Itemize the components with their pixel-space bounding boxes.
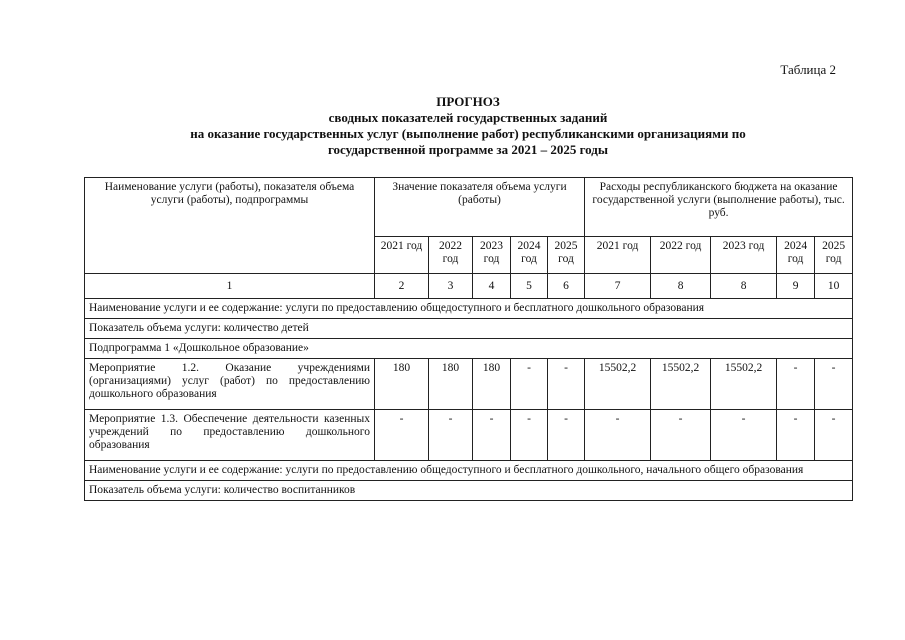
table-row	[85, 461, 853, 481]
table-label: Таблица 2	[780, 62, 836, 77]
title-line-1: ПРОГНОЗ	[436, 94, 500, 109]
header-year-cell: 2023 год	[711, 237, 777, 274]
value-cell: -	[711, 410, 777, 461]
header-name-column: Наименование услуги (работы), показателя объема услуги (работы), подпрограммы	[85, 178, 375, 274]
value-cell: 180	[473, 359, 511, 410]
forecast-table	[84, 177, 853, 501]
value-cell: 15502,2	[711, 359, 777, 410]
value-cell: 15502,2	[651, 359, 711, 410]
value-cell: -	[548, 359, 585, 410]
value-cell: -	[815, 359, 853, 410]
header-row	[85, 178, 853, 237]
value-cell: 15502,2	[585, 359, 651, 410]
value-cell: 180	[375, 359, 429, 410]
column-number: 8	[711, 274, 777, 299]
column-number: 9	[777, 274, 815, 299]
title-line-3: на оказание государственных услуг (выполнение работ) республиканскими организациями по	[190, 126, 746, 141]
indicator-row: Показатель объема услуги: количество воспитанников	[85, 481, 853, 501]
column-number: 4	[473, 274, 511, 299]
title-line-2: сводных показателей государственных заданий	[328, 110, 608, 125]
table-row	[85, 299, 853, 319]
value-cell: -	[473, 410, 511, 461]
service-name-row: Наименование услуги и ее содержание: услуги по предоставлению общедоступного и бесплатного дошкольного образования	[85, 299, 853, 319]
header-year-cell: 2025 год	[815, 237, 853, 274]
table-row	[85, 319, 853, 339]
value-cell: -	[511, 410, 548, 461]
document-title	[84, 94, 852, 158]
header-year-cell: 2021 год	[375, 237, 429, 274]
header-year-cell: 2022 год	[429, 237, 473, 274]
column-numbers-row	[85, 274, 853, 299]
table-row	[85, 359, 853, 410]
value-cell: -	[815, 410, 853, 461]
value-cell: -	[511, 359, 548, 410]
column-number: 2	[375, 274, 429, 299]
value-cell: -	[777, 410, 815, 461]
value-cell: -	[429, 410, 473, 461]
value-cell: 180	[429, 359, 473, 410]
column-number: 6	[548, 274, 585, 299]
header-expenses-group: Расходы республиканского бюджета на оказание государственной услуги (выполнение работы), тыс. руб.	[585, 178, 853, 237]
header-year-cell: 2024 год	[777, 237, 815, 274]
column-number: 7	[585, 274, 651, 299]
header-year-cell: 2022 год	[651, 237, 711, 274]
subprogram-row: Подпрограмма 1 «Дошкольное образование»	[85, 339, 853, 359]
column-number: 8	[651, 274, 711, 299]
service-name-row: Наименование услуги и ее содержание: услуги по предоставлению общедоступного и бесплатного дошкольного, начального общего образования	[85, 461, 853, 481]
table-row	[85, 481, 853, 501]
header-year-cell: 2023 год	[473, 237, 511, 274]
title-line-4: государственной программе за 2021 – 2025 годы	[327, 142, 609, 157]
column-number: 1	[85, 274, 375, 299]
column-number: 3	[429, 274, 473, 299]
column-number: 5	[511, 274, 548, 299]
header-year-cell: 2025 год	[548, 237, 585, 274]
value-cell: -	[548, 410, 585, 461]
table-row	[85, 410, 853, 461]
table-row	[85, 339, 853, 359]
header-year-cell: 2021 год	[585, 237, 651, 274]
measure-name: Мероприятие 1.2. Оказание учреждениями (организациями) услуг (работ) по предоставлению дошкольного образования	[85, 359, 375, 410]
column-number: 10	[815, 274, 853, 299]
header-year-cell: 2024 год	[511, 237, 548, 274]
header-volume-group: Значение показателя объема услуги (работы)	[375, 178, 585, 237]
value-cell: -	[777, 359, 815, 410]
value-cell: -	[651, 410, 711, 461]
value-cell: -	[375, 410, 429, 461]
value-cell: -	[585, 410, 651, 461]
indicator-row: Показатель объема услуги: количество детей	[85, 319, 853, 339]
measure-name: Мероприятие 1.3. Обеспечение деятельности казенных учреждений по предоставлению дошкольного образования	[85, 410, 375, 461]
